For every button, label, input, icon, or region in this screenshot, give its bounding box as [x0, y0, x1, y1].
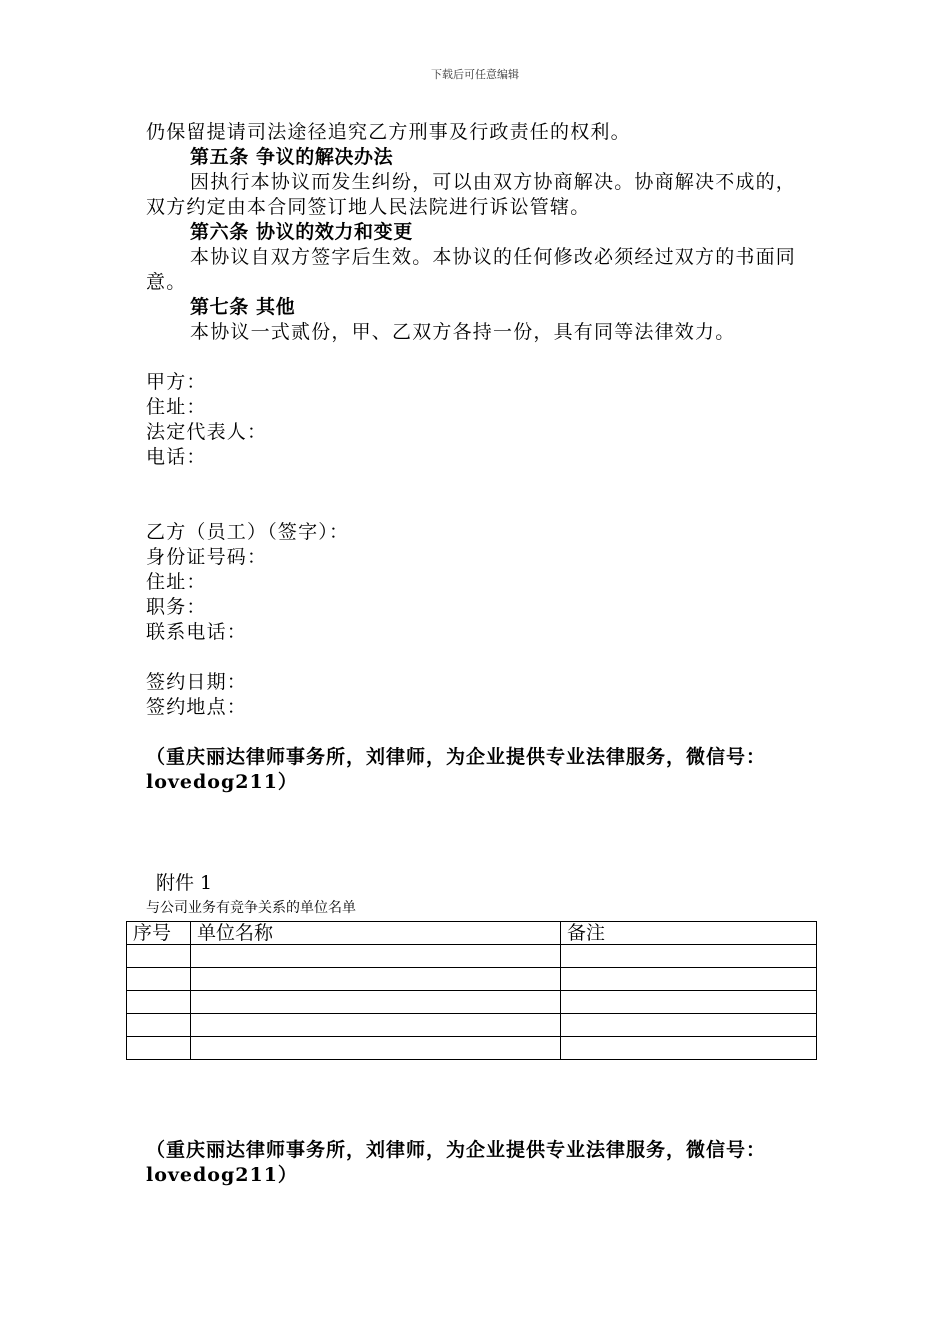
table-row [127, 945, 817, 968]
party-a-address-label: 住址： [146, 396, 207, 418]
table-cell [127, 968, 191, 991]
party-a-legal-rep-label: 法定代表人： [146, 421, 268, 443]
page-header: 下载后可任意编辑 [431, 68, 519, 81]
table-cell [191, 968, 561, 991]
party-b-phone-label: 联系电话： [146, 621, 248, 643]
table-cell [561, 991, 817, 1014]
article-7-title: 第七条 其他 [190, 296, 296, 318]
article-6-title: 第六条 协议的效力和变更 [190, 221, 413, 243]
table-cell [127, 1014, 191, 1037]
table-cell [561, 1014, 817, 1037]
table-cell [561, 968, 817, 991]
party-b-position-label: 职务： [146, 596, 207, 618]
law-firm-notice-bottom: （重庆丽达律师事务所，刘律师，为企业提供专业法律服务，微信号：lovedog211） [146, 1139, 767, 1186]
attachment-subtitle: 与公司业务有竞争关系的单位名单 [146, 900, 356, 916]
table-cell [191, 945, 561, 968]
party-a-phone-label: 电话： [146, 446, 207, 468]
signing-date-label: 签约日期： [146, 671, 248, 693]
signing-place-label: 签约地点： [146, 696, 248, 718]
table-cell [127, 991, 191, 1014]
table-cell [561, 945, 817, 968]
party-a-label: 甲方： [146, 371, 207, 393]
continuation-line: 仍保留提请司法途径追究乙方刑事及行政责任的权利。 [146, 121, 631, 143]
table-row [127, 991, 817, 1014]
article-7-text: 本协议一式贰份，甲、乙双方各持一份，具有同等法律效力。 [190, 321, 736, 343]
table-cell [561, 1037, 817, 1060]
table-cell [191, 1014, 561, 1037]
column-header-index: 序号 [127, 922, 191, 945]
article-5-text: 因执行本协议而发生纠纷，可以由双方协商解决。协商解决不成的，双方约定由本合同签订地人民法院进行诉讼管辖。 [146, 171, 797, 218]
table-row [127, 968, 817, 991]
table-cell [191, 991, 561, 1014]
article-5-title: 第五条 争议的解决办法 [190, 146, 394, 168]
law-firm-notice: （重庆丽达律师事务所，刘律师，为企业提供专业法律服务，微信号：lovedog211） [146, 746, 767, 793]
column-header-remarks: 备注 [561, 922, 817, 945]
document-body [146, 120, 816, 795]
party-b-label: 乙方（员工）（签字）： [146, 521, 350, 543]
party-b-address-label: 住址： [146, 571, 207, 593]
column-header-unit-name: 单位名称 [191, 922, 561, 945]
table-cell [191, 1037, 561, 1060]
table-row [127, 1014, 817, 1037]
table-cell [127, 1037, 191, 1060]
table-row [127, 1037, 817, 1060]
article-6-text: 本协议自双方签字后生效。本协议的任何修改必须经过双方的书面同意。 [146, 246, 797, 293]
party-b-id-label: 身份证号码： [146, 546, 268, 568]
attachment-title: 附件 1 [156, 872, 213, 894]
table-cell [127, 945, 191, 968]
competitor-table [126, 921, 817, 1060]
table-header-row [127, 922, 817, 945]
